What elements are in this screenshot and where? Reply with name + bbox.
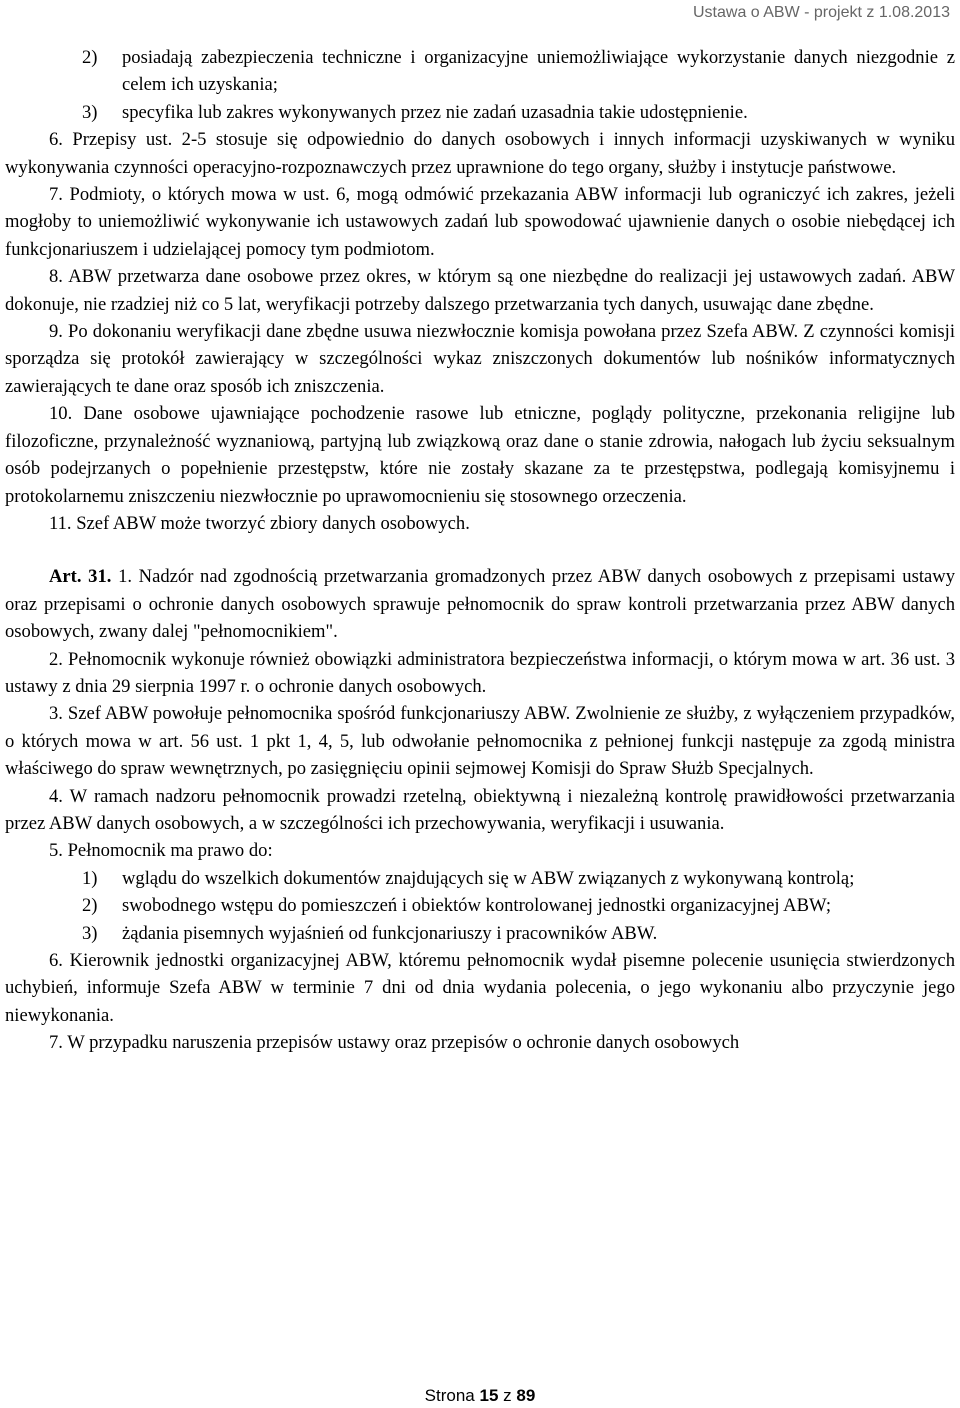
article-31-paragraph-5: 5. Pełnomocnik ma prawo do: — [49, 840, 273, 862]
paragraph-ust-7: 7. Podmioty, o których mowa w ust. 6, mogą odmówić przekazania ABW informacji lub ograniczyć ich zakres, jeżeli mogłoby to uniemożliwić wykonywanie ich ustawowych zadań lub spowodować ujawnienie danych o osobie niebędącej ich funkcjonariuszem i udzielającej pomocy tym podmiotom. — [5, 184, 955, 260]
list-item-number: 2) — [82, 895, 98, 917]
list-item-text: wglądu do wszelkich dokumentów znajdujących się w ABW związanych z wykonywaną kontrolą; — [122, 867, 855, 889]
article-31-paragraph-1 — [5, 563, 955, 645]
list-item-text: specyfika lub zakres wykonywanych przez nie zadań uzasadnia takie udostępnienie. — [122, 101, 748, 123]
article-31-paragraph-6: 6. Kierownik jednostki organizacyjnej ABW, któremu pełnomocnik wydał pisemne polecenie usunięcia stwierdzonych uchybień, informuje Szefa ABW w terminie 7 dni od dnia wydania polecenia, o jego wykonaniu albo przyczynie jego niewykonania. — [5, 950, 955, 1026]
list-item — [82, 99, 955, 126]
list-item-number: 3) — [82, 922, 98, 944]
document-body — [5, 44, 955, 1057]
footer-prefix: Strona — [424, 1386, 475, 1405]
list-item — [82, 44, 955, 99]
footer-page-number: 15 — [479, 1386, 499, 1405]
list-item — [82, 920, 955, 947]
article-heading: Art. 31. — [49, 566, 112, 588]
footer-separator: z — [503, 1386, 512, 1405]
paragraph-ust-11: 11. Szef ABW może tworzyć zbiory danych osobowych. — [49, 512, 470, 534]
section-gap — [5, 537, 955, 563]
list-item-text: swobodnego wstępu do pomieszczeń i obiektów kontrolowanej jednostki organizacyjnej ABW; — [122, 895, 831, 917]
list-item-number: 3) — [82, 101, 98, 123]
paragraph-ust-6: 6. Przepisy ust. 2-5 stosuje się odpowiednio do danych osobowych i innych informacji uzyskiwanych w wyniku wykonywania czynności operacyjno-rozpoznawczych przez uprawnione do tego organy, służby i instytucje państwowe. — [5, 129, 955, 178]
page-footer — [0, 1386, 960, 1406]
list-item-text: posiadają zabezpieczenia techniczne i organizacyjne uniemożliwiające wykorzystanie danych niezgodnie z celem ich uzyskania; — [122, 47, 955, 96]
list-item-number: 2) — [82, 47, 98, 68]
paragraph-ust-10: 10. Dane osobowe ujawniające pochodzenie rasowe lub etniczne, poglądy polityczne, przekonania religijne lub filozoficzne, przynależność wyznaniową, partyjną lub związkową oraz dane o stanie zdrowia, nałogach lub życiu seksualnym osób podejrzanych o popełnienie przestępstw, które nie zostały skazane za te przestępstwa, podlegają komisyjnemu i protokolarnemu zniszczeniu niezwłocznie po uprawomocnieniu się stosownego orzeczenia. — [5, 403, 955, 507]
list-item — [82, 892, 955, 919]
paragraph-ust-9: 9. Po dokonaniu weryfikacji dane zbędne usuwa niezwłocznie komisja powołana przez Szefa ABW. Z czynności komisji sporządza się protokół zawierający w szczególności wykaz zniszczonych dokumentów lub nośników informatycznych zawierających te dane oraz sposób ich zniszczenia. — [5, 321, 955, 397]
footer-page-total: 89 — [516, 1386, 536, 1405]
running-header: Ustawa o ABW - projekt z 1.08.2013 — [692, 4, 950, 21]
list-item — [82, 865, 955, 892]
article-31-paragraph-7: 7. W przypadku naruszenia przepisów ustawy oraz przepisów o ochronie danych osobowych — [49, 1032, 740, 1054]
list-item-text: żądania pisemnych wyjaśnień od funkcjonariuszy i pracowników ABW. — [122, 922, 658, 944]
article-31-paragraph-3: 3. Szef ABW powołuje pełnomocnika spośród funkcjonariuszy ABW. Zwolnienie ze służby, z wyłączeniem przypadków, o których mowa w art. 56 ust. 1 pkt 1, 4, 5, lub odwołanie pełnomocnika z pełnionej funkcji następuje za zgodą ministra właściwego do spraw wewnętrznych, po zasięgnięciu opinii sejmowej Komisji do Spraw Służb Specjalnych. — [5, 703, 955, 780]
article-31-paragraph-4: 4. W ramach nadzoru pełnomocnik prowadzi rzetelną, obiektywną i niezależną kontrolę prawidłowości przetwarzania przez ABW danych osobowych, a w szczególności ich przechowywania, weryfikacji i usuwania. — [5, 785, 955, 834]
article-31-paragraph-2: 2. Pełnomocnik wykonuje również obowiązki administratora bezpieczeństwa informacji, o którym mowa w art. 36 ust. 3 ustawy z dnia 29 sierpnia 1997 r. o ochronie danych osobowych. — [5, 648, 955, 697]
article-31-ust-1-text: 1. Nadzór nad zgodnością przetwarzania gromadzonych przez ABW danych osobowych z przepisami ustawy oraz przepisami o ochronie danych osobowych sprawuje pełnomocnik do spraw kontroli przetwarzania przez ABW danych osobowych, zwany dalej "pełnomocnikiem". — [5, 566, 955, 643]
paragraph-ust-8: 8. ABW przetwarza dane osobowe przez okres, w którym są one niezbędne do realizacji jej ustawowych zadań. ABW dokonuje, nie rzadziej niż co 5 lat, weryfikacji potrzeby dalszego przetwarzania tych danych, usuwając dane zbędne. — [5, 266, 955, 315]
list-item-number: 1) — [82, 867, 98, 889]
